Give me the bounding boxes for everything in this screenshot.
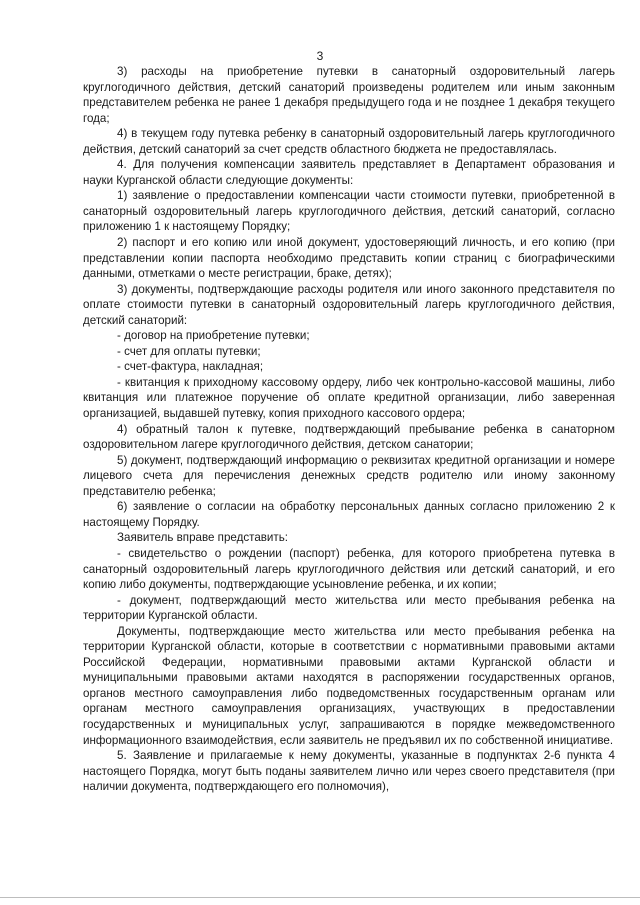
- list-item: - квитанция к приходному кассовому ордеру, либо чек контрольно-кассовой машины, либо квитанция или платежное поручение об оплате кредитной организации, либо заверенная организацией, выдавшей путевку, копия приходного кассового ордера;: [83, 375, 615, 421]
- list-item: - договор на приобретение путевки;: [117, 329, 310, 343]
- paragraph: 4) в текущем году путевка ребенку в санаторный оздоровительный лагерь круглогодичного действия, детский санаторий за счет средств областного бюджета не предоставлялась.: [83, 127, 615, 156]
- paragraph: 2) паспорт и его копию или иной документ, удостоверяющий личность, и его копию (при представлении копии паспорта необходимо представить копии страниц с биографическими данными, отметками о месте регистрации, браке, детях);: [83, 236, 615, 281]
- list-item: - счет для оплаты путевки;: [117, 344, 261, 358]
- document-body: [83, 64, 615, 795]
- paragraph: Документы, подтверждающие место жительства или место пребывания ребенка на территории Курганской области, которые в соответствии с нормативными правовыми актами Российской Федерации, нормативными правовыми актами Курганской области и муниципальными правовыми актами находятся в распоряжении государственных органов, органов местного самоуправления либо подведомственных государственным органам или органам местного самоуправления организациях, участвующих в предоставлении государственных и муниципальных услуг, запрашиваются в порядке межведомственного информационного взаимодействия, если заявитель не предъявил их по собственной инициативе.: [83, 624, 615, 747]
- page-number: 3: [316, 49, 324, 63]
- paragraph: 5) документ, подтверждающий информацию о реквизитах кредитной организации и номере лицевого счета для перечисления денежных средств родителю или иному законному представителю ребенка;: [83, 453, 615, 498]
- list-item: - свидетельство о рождении (паспорт) ребенка, для которого приобретена путевка в санаторный оздоровительный лагерь круглогодичного действия или детский санаторий, и его копию либо документы, подтверждающие усыновление ребенка, и их копии;: [83, 546, 615, 592]
- list-item: - счет-фактура, накладная;: [117, 360, 264, 374]
- paragraph: 5. Заявление и прилагаемые к нему документы, указанные в подпунктах 2-6 пункта 4 настоящего Порядка, могут быть поданы заявителем лично или через своего представителя (при наличии документа, подтверждающего его полномочия),: [83, 749, 615, 794]
- paragraph: 6) заявление о согласии на обработку персональных данных согласно приложению 2 к настоящему Порядку.: [83, 500, 615, 529]
- paragraph: 4) обратный талон к путевке, подтверждающий пребывание ребенка в санаторном оздоровительном лагере круглогодичного действия, детском санатории;: [83, 422, 615, 452]
- paragraph: 3) документы, подтверждающие расходы родителя или иного законного представителя по оплате стоимости путевки в санаторный оздоровительный лагерь круглогодичного действия, детский санаторий:: [83, 282, 615, 327]
- list-item: - документ, подтверждающий место жительства или место пребывания ребенка на территории Курганской области.: [83, 593, 615, 623]
- paragraph: 4. Для получения компенсации заявитель представляет в Департамент образования и науки Курганской области следующие документы:: [83, 158, 615, 187]
- paragraph: 3) расходы на приобретение путевки в санаторный оздоровительный лагерь круглогодичного действия, детский санаторий произведены родителем или иным законным представителем ребенка не ранее 1 декабря предыдущего года и не позднее 1 декабря текущего года;: [83, 65, 615, 125]
- paragraph: Заявитель вправе представить:: [117, 531, 288, 545]
- paragraph: 1) заявление о предоставлении компенсации части стоимости путевки, приобретенной в санаторный оздоровительный лагерь круглогодичного действия, детский санаторий, согласно приложению 1 к настоящему Порядку;: [83, 189, 615, 234]
- page-edge-divider: [0, 897, 640, 898]
